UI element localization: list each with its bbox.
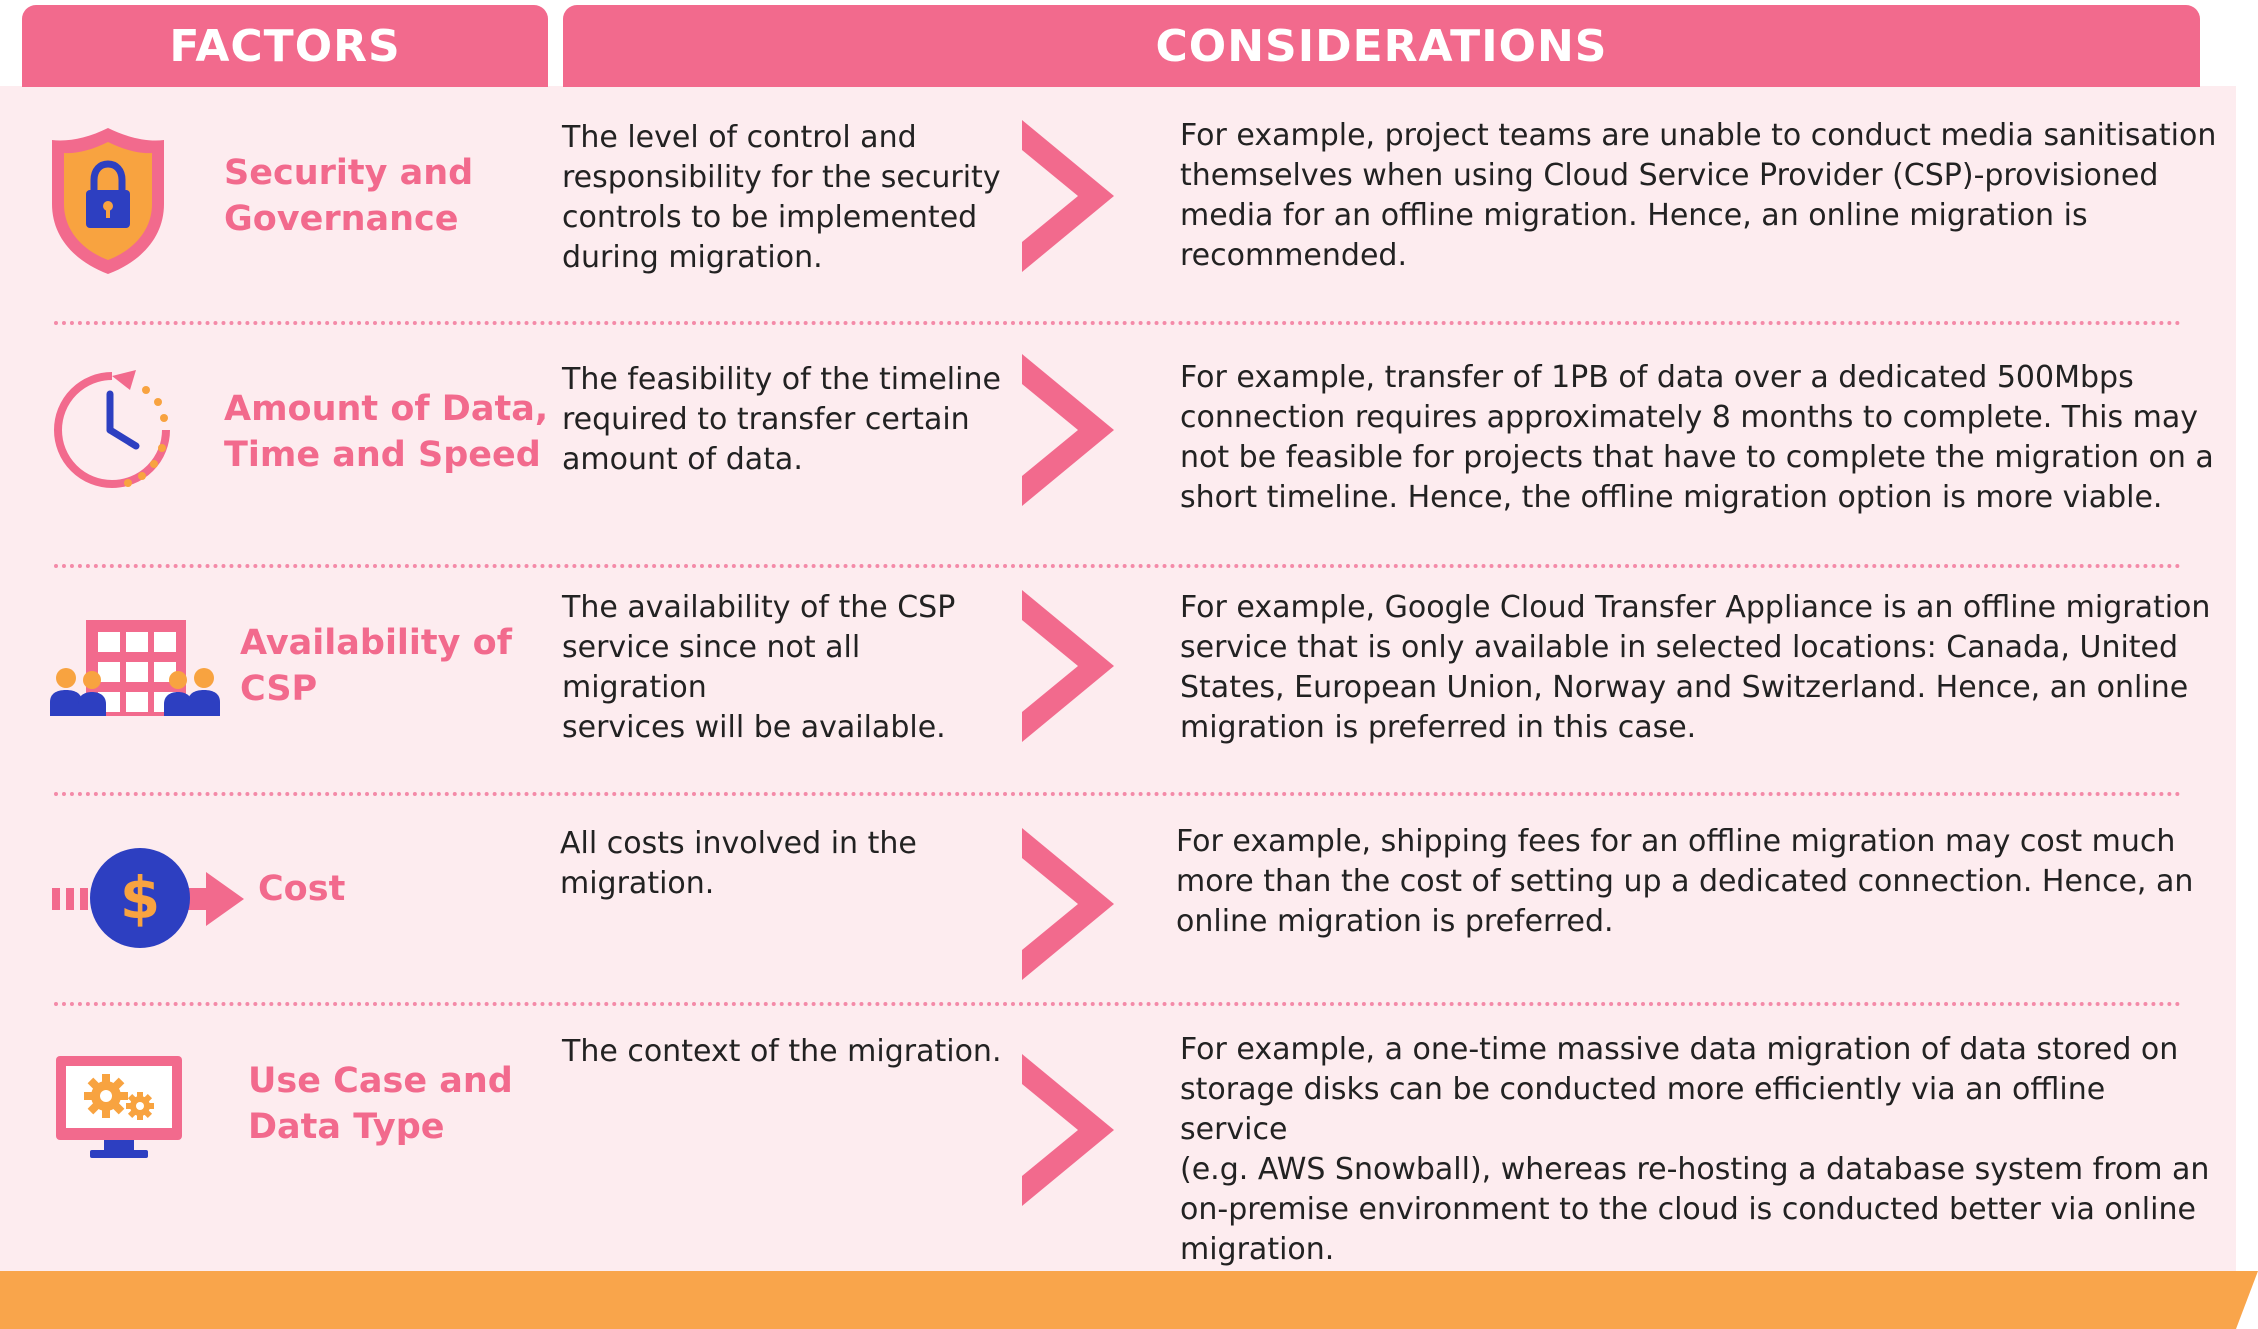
row-divider <box>54 564 2182 568</box>
chevron-right-icon <box>1018 828 1118 980</box>
factor-label-security: Security and Governance <box>224 153 474 239</box>
row-divider <box>54 792 2182 796</box>
shield-lock-icon <box>48 124 168 276</box>
factor-label-availability: Availability of CSP <box>240 623 512 709</box>
footer-bar <box>0 1271 2258 1329</box>
description-use-case: The context of the migration. <box>562 1034 1002 1069</box>
dollar-coin-icon <box>50 846 246 950</box>
row-divider <box>54 1002 2182 1006</box>
example-availability: For example, Google Cloud Transfer Appliance is an offline migration service that is only available in selected locations: Canada, United States, European Union, Norway and Switzerland. Hence, an online migration is preferred in this case. <box>1180 590 2211 745</box>
description-data-time-speed: The feasibility of the timeline required to transfer certain amount of data. <box>562 362 1001 477</box>
description-security: The level of control and responsibility for the security controls to be implemented during migration. <box>562 120 1001 275</box>
clock-icon <box>50 368 174 492</box>
chevron-right-icon <box>1018 590 1118 742</box>
example-data-time-speed: For example, transfer of 1PB of data over a dedicated 500Mbps connection requires approximately 8 months to complete. This may not be feasible for projects that have to complete the migration on a short timeline. Hence, the offline migration option is more viable. <box>1180 360 2214 515</box>
example-cost: For example, shipping fees for an offline migration may cost much more than the cost of setting up a dedicated connection. Hence, an online migration is preferred. <box>1176 824 2194 939</box>
chevron-right-icon <box>1018 120 1118 272</box>
chevron-right-icon <box>1018 1054 1118 1206</box>
row-divider <box>54 321 2182 325</box>
chevron-right-icon <box>1018 354 1118 506</box>
svg-text:$: $ <box>119 864 161 932</box>
building-people-icon <box>48 618 224 718</box>
factor-label-data-time-speed: Amount of Data, Time and Speed <box>224 389 549 475</box>
monitor-gears-icon <box>54 1054 184 1160</box>
example-use-case: For example, a one-time massive data migration of data stored on storage disks can be conducted more efficiently via an offline service (e.g. AWS Snowball), whereas re-hosting a database system from an on-premise environment to the cloud is conducted better via online migration. <box>1180 1032 2210 1267</box>
example-security: For example, project teams are unable to conduct media sanitisation themselves when using Cloud Service Provider (CSP)-provisioned media for an offline migration. Hence, an online migration is recommended. <box>1180 118 2217 273</box>
factors-header: FACTORS <box>22 5 548 87</box>
description-availability: The availability of the CSP service since not all migration services will be available. <box>562 590 956 745</box>
factor-label-use-case: Use Case and Data Type <box>248 1061 513 1147</box>
factor-label-cost: Cost <box>258 869 346 909</box>
description-cost: All costs involved in the migration. <box>560 826 917 901</box>
considerations-header: CONSIDERATIONS <box>563 5 2200 87</box>
